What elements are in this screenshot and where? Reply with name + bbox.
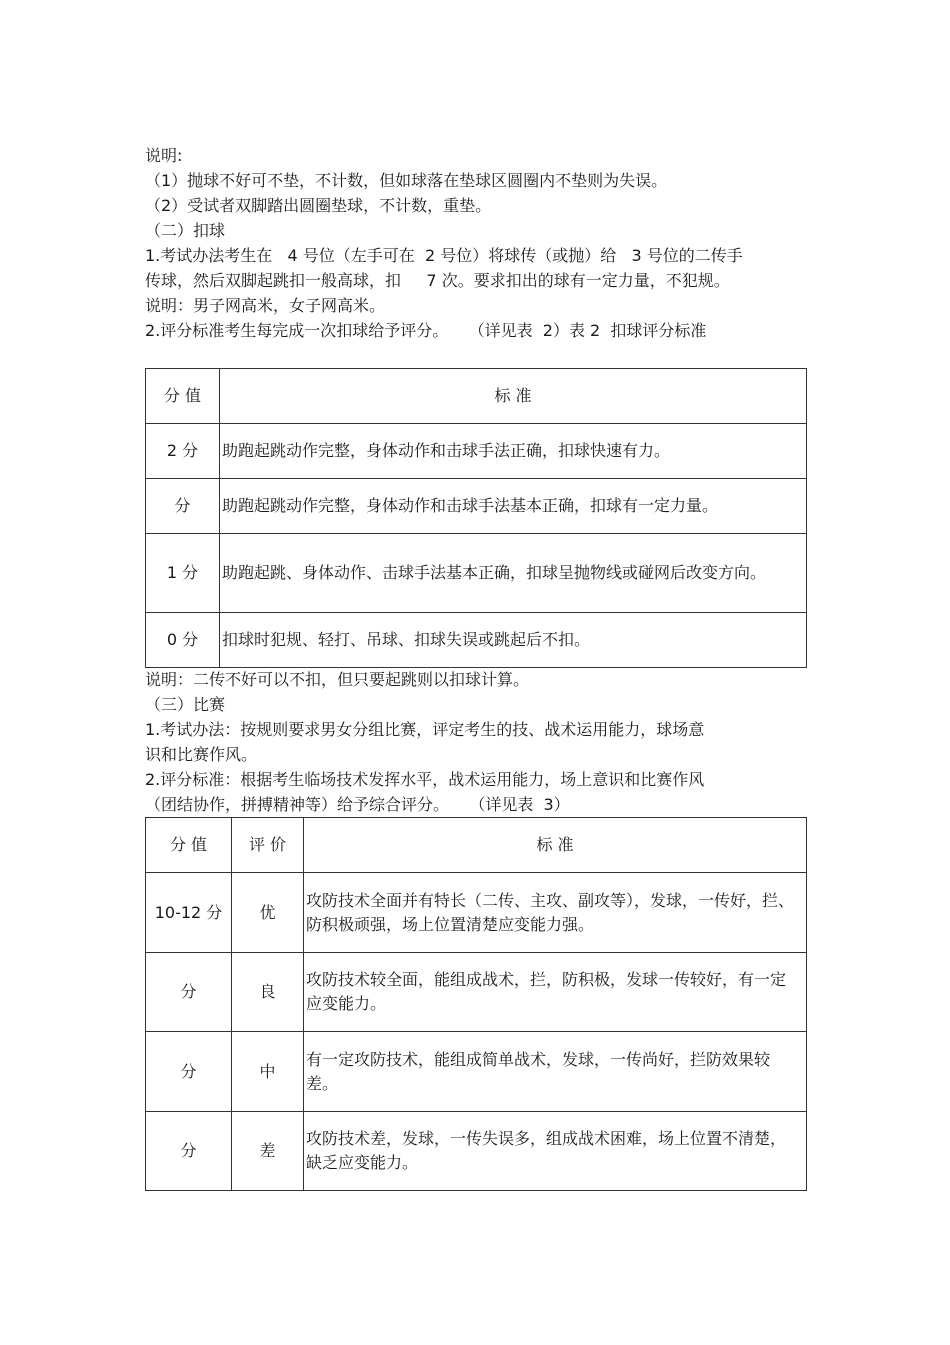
standard-cell: 攻防技术全面并有特长（二传、主攻、副攻等），发球，一传好，拦、防积极顽强，场上位置清楚应变能力强。 xyxy=(304,873,807,953)
spike-score-table xyxy=(145,368,807,668)
table-row xyxy=(146,953,807,1032)
table-row xyxy=(146,479,807,534)
score-cell: 分 xyxy=(146,1032,232,1112)
spike-method-line-2: 传球，然后双脚起跳扣一般高球，扣 7 次。要求扣出的球有一定力量，不犯规。 xyxy=(145,271,730,290)
match-method-line-2: 识和比赛作风。 xyxy=(145,745,258,764)
rating-cell: 良 xyxy=(232,953,304,1032)
standard-cell: 有一定攻防技术，能组成简单战术，发球，一传尚好，拦防效果较差。 xyxy=(304,1032,807,1112)
standard-cell: 攻防技术较全面，能组成战术，拦，防积极，发球一传较好，有一定应变能力。 xyxy=(304,953,807,1032)
note-line-2: （2）受试者双脚踏出圆圈垫球，不计数，重垫。 xyxy=(145,196,492,215)
table-row xyxy=(146,534,807,613)
standard-cell: 攻防技术差，发球，一传失误多，组成战术困难，场上位置不清楚，缺乏应变能力。 xyxy=(304,1112,807,1191)
standard-cell: 助跑起跳动作完整，身体动作和击球手法正确，扣球快速有力。 xyxy=(220,424,807,479)
score-cell: 2 分 xyxy=(146,424,220,479)
rating-cell: 优 xyxy=(232,873,304,953)
score-cell: 分 xyxy=(146,953,232,1032)
score-cell: 分 xyxy=(146,479,220,534)
header-standard: 标 准 xyxy=(220,369,807,424)
standard-cell: 扣球时犯规、轻打、吊球、扣球失误或跳起后不扣。 xyxy=(220,613,807,668)
standard-cell: 助跑起跳、身体动作、击球手法基本正确，扣球呈抛物线或碰网后改变方向。 xyxy=(220,534,807,613)
table-row xyxy=(146,424,807,479)
match-scoring-line-2: （团结协作，拼搏精神等）给予综合评分。 （详见表 3） xyxy=(145,795,570,814)
header-rating: 评 价 xyxy=(232,818,304,873)
table-header-row xyxy=(146,369,807,424)
rating-cell: 差 xyxy=(232,1112,304,1191)
match-method-line-1: 1.考试办法：按规则要求男女分组比赛，评定考生的技、战术运用能力，球场意 xyxy=(145,720,705,739)
note-line-1: （1）抛球不好可不垫，不计数，但如球落在垫球区圆圈内不垫则为失误。 xyxy=(145,171,668,190)
section-heading-spike: （二）扣球 xyxy=(145,221,226,240)
table-row xyxy=(146,873,807,953)
section-heading-match: （三）比赛 xyxy=(145,695,226,714)
spike-scoring-line: 2.评分标准考生每完成一次扣球给予评分。 （详见表 2）表 2 扣球评分标准 xyxy=(145,321,707,340)
score-cell: 分 xyxy=(146,1112,232,1191)
score-cell: 1 分 xyxy=(146,534,220,613)
match-score-table xyxy=(145,817,807,1191)
spike-table-note: 说明：二传不好可以不扣，但只要起跳则以扣球计算。 xyxy=(145,670,530,689)
note-heading: 说明: xyxy=(145,146,183,165)
rating-cell: 中 xyxy=(232,1032,304,1112)
table-row xyxy=(146,1112,807,1191)
spike-method-line-1: 1.考试办法考生在 4 号位（左手可在 2 号位）将球传（或抛）给 3 号位的二传手 xyxy=(145,246,743,265)
header-score: 分 值 xyxy=(146,818,232,873)
spike-note: 说明：男子网高米，女子网高米。 xyxy=(145,296,386,315)
score-cell: 10-12 分 xyxy=(146,873,232,953)
standard-cell: 助跑起跳动作完整，身体动作和击球手法基本正确，扣球有一定力量。 xyxy=(220,479,807,534)
score-cell: 0 分 xyxy=(146,613,220,668)
table-header-row xyxy=(146,818,807,873)
match-scoring-line-1: 2.评分标准：根据考生临场技术发挥水平，战术运用能力，场上意识和比赛作风 xyxy=(145,770,705,789)
table-row xyxy=(146,1032,807,1112)
header-score: 分 值 xyxy=(146,369,220,424)
header-standard: 标 准 xyxy=(304,818,807,873)
table-row xyxy=(146,613,807,668)
